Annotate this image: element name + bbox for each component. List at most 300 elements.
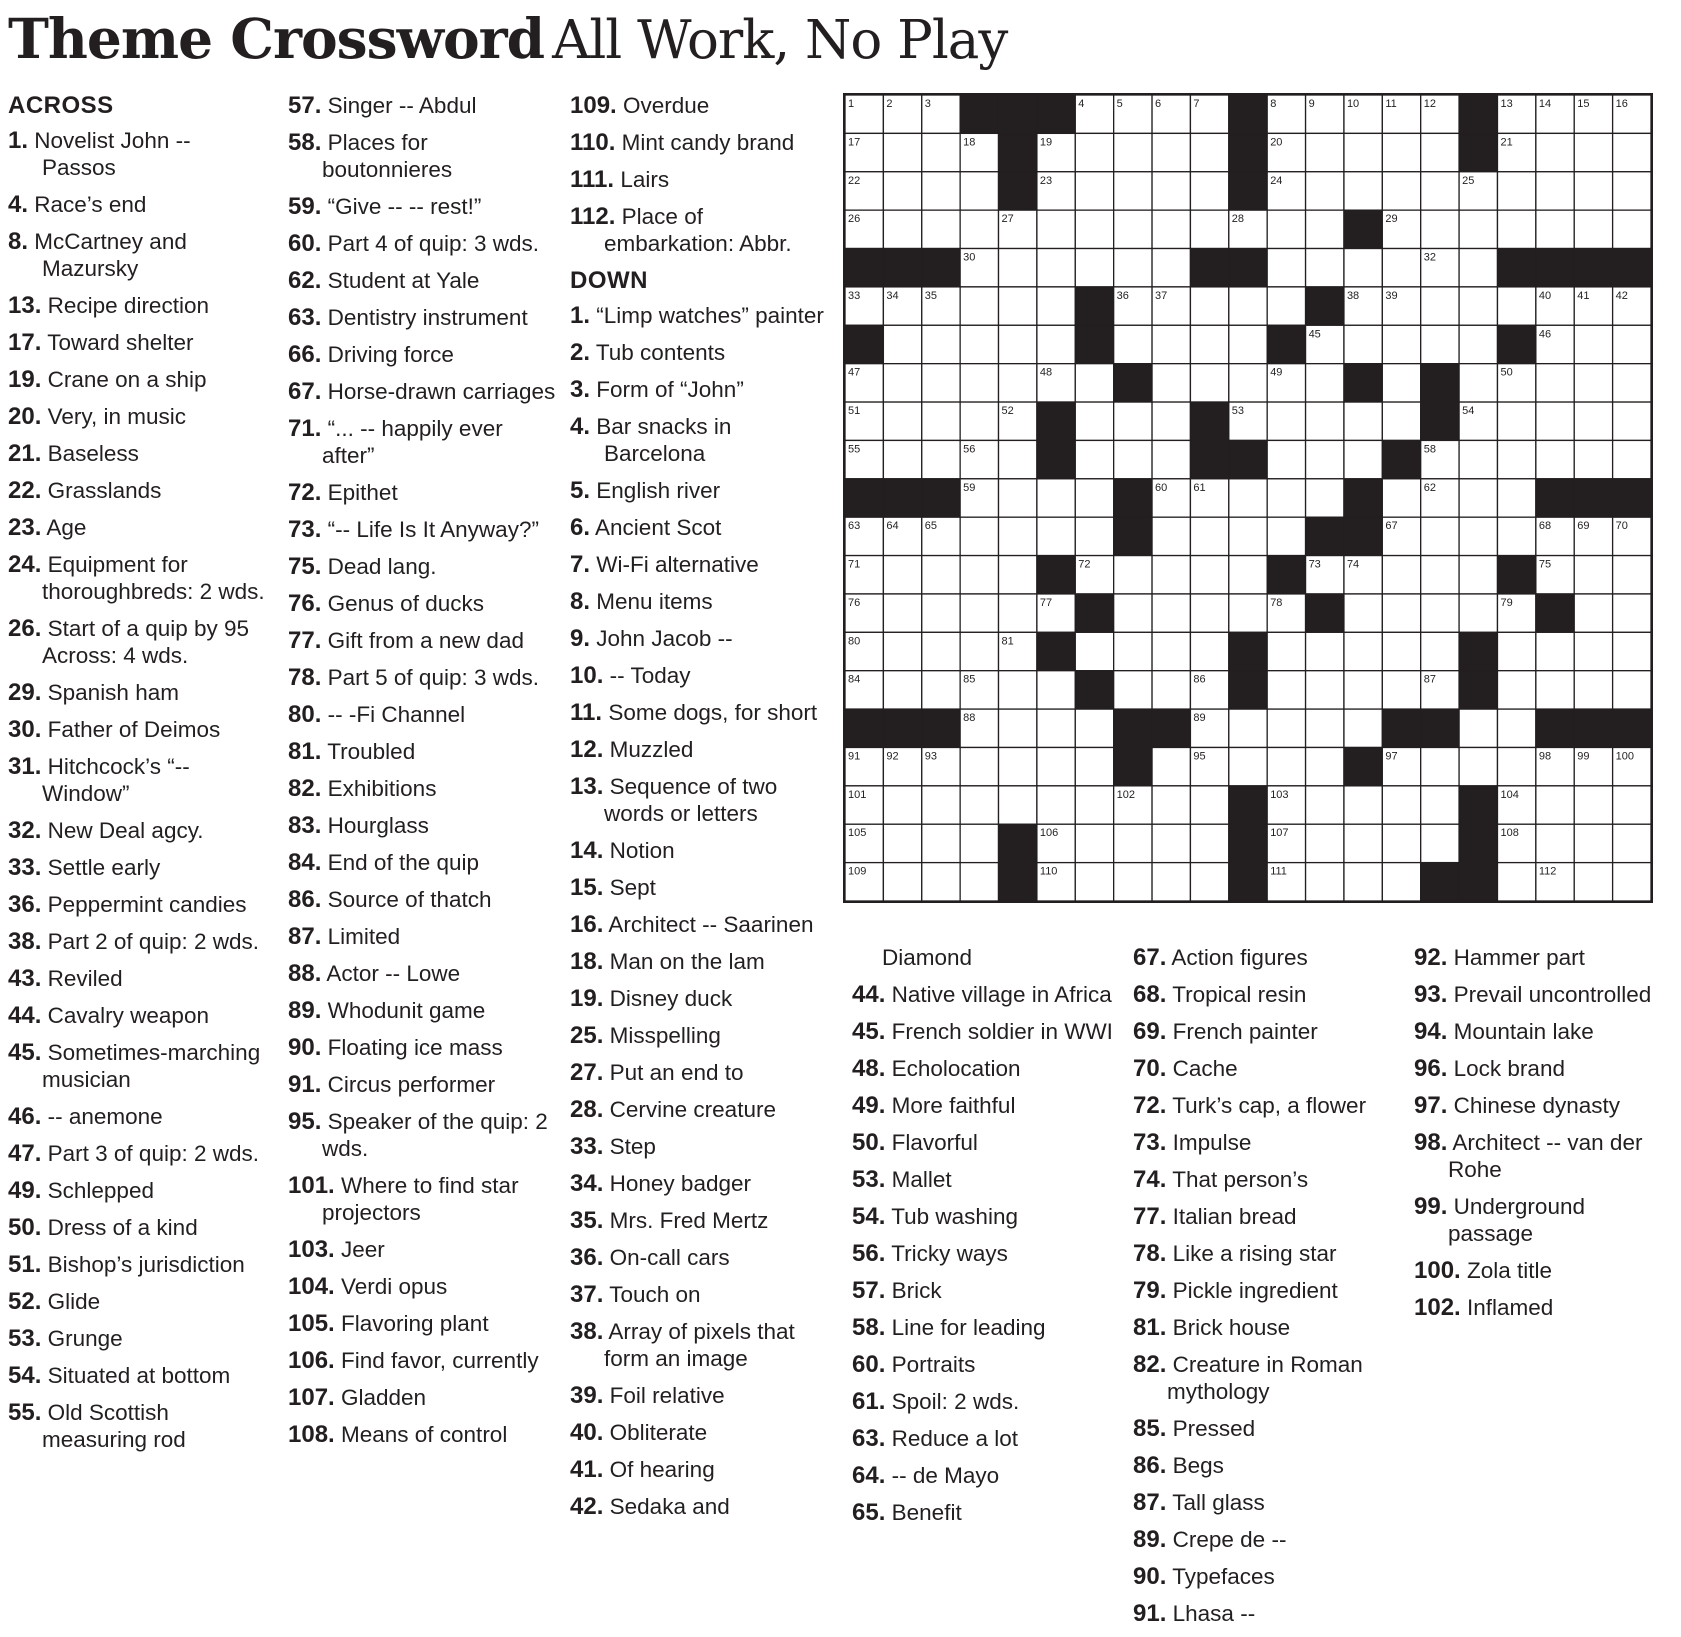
across-clue[interactable] [288,1273,558,1300]
grid-cell[interactable] [960,747,998,785]
grid-cell[interactable] [1037,671,1075,709]
across-clue[interactable] [8,440,270,467]
grid-cell[interactable] [1152,556,1190,594]
grid-cell[interactable] [960,863,998,901]
grid-cell[interactable] [1574,210,1612,248]
grid-cell[interactable] [1344,632,1382,670]
across-clue[interactable] [8,1325,270,1352]
across-clue[interactable] [8,1103,270,1130]
grid-cell[interactable] [1497,747,1535,785]
down-clue[interactable] [1133,981,1393,1008]
across-clue[interactable] [8,1002,270,1029]
across-clue[interactable] [8,514,270,541]
across-clue[interactable] [8,1214,270,1241]
grid-cell[interactable] [1306,824,1344,862]
down-clue[interactable] [1414,1193,1674,1247]
grid-cell[interactable] [883,133,921,171]
grid-cell[interactable] [1613,594,1651,632]
across-clue[interactable] [8,1251,270,1278]
down-clue[interactable] [1133,1277,1393,1304]
grid-cell[interactable] [999,440,1037,478]
grid-cell[interactable] [1497,517,1535,555]
grid-cell[interactable] [922,172,960,210]
across-clue[interactable] [288,701,558,728]
grid-cell[interactable] [999,786,1037,824]
grid-cell[interactable] [1536,402,1574,440]
grid-cell[interactable] [883,364,921,402]
across-clue[interactable] [288,267,558,294]
grid-cell[interactable] [1459,325,1497,363]
down-clue[interactable] [852,1166,1117,1193]
grid-cell[interactable] [1190,632,1228,670]
grid-cell[interactable] [1267,671,1305,709]
grid-cell[interactable] [1382,133,1420,171]
grid-cell[interactable] [1075,747,1113,785]
down-clue[interactable] [570,1133,830,1160]
grid-cell[interactable] [960,594,998,632]
across-clue[interactable] [288,775,558,802]
grid-cell[interactable] [1459,594,1497,632]
across-clue[interactable] [570,166,830,193]
down-clue[interactable] [570,736,830,763]
grid-cell[interactable] [1306,863,1344,901]
grid-cell[interactable] [1497,709,1535,747]
grid-cell[interactable] [1613,172,1651,210]
grid-cell[interactable] [1459,517,1497,555]
grid-cell[interactable] [1037,287,1075,325]
across-clue[interactable] [288,1071,558,1098]
across-clue[interactable] [288,1108,558,1162]
across-clue[interactable] [288,479,558,506]
grid-cell[interactable] [1229,479,1267,517]
across-clue[interactable] [288,812,558,839]
grid-cell[interactable] [1152,671,1190,709]
grid-cell[interactable] [1037,249,1075,287]
grid-cell[interactable] [1267,440,1305,478]
grid-cell[interactable] [1114,210,1152,248]
grid-cell[interactable] [1075,786,1113,824]
down-clue[interactable] [852,1129,1117,1156]
across-clue[interactable] [8,716,270,743]
grid-cell[interactable] [922,594,960,632]
grid-cell[interactable] [1574,863,1612,901]
across-clue[interactable] [288,378,558,405]
grid-cell[interactable] [922,632,960,670]
grid-cell[interactable] [1114,133,1152,171]
grid-cell[interactable] [1613,133,1651,171]
grid-cell[interactable] [1574,632,1612,670]
grid-cell[interactable] [1574,364,1612,402]
grid-cell[interactable] [1114,249,1152,287]
grid-cell[interactable] [1267,709,1305,747]
grid-cell[interactable] [1075,249,1113,287]
grid-cell[interactable] [1497,632,1535,670]
across-clue[interactable] [288,193,558,220]
grid-cell[interactable] [1421,632,1459,670]
grid-cell[interactable] [1344,402,1382,440]
grid-cell[interactable] [1037,210,1075,248]
grid-cell[interactable] [922,824,960,862]
down-clue[interactable] [1133,1351,1393,1405]
grid-cell[interactable] [883,556,921,594]
down-clue[interactable] [570,376,830,403]
down-clue[interactable] [1133,1489,1393,1516]
grid-cell[interactable] [1114,824,1152,862]
grid-cell[interactable] [960,287,998,325]
down-clue[interactable] [570,874,830,901]
grid-cell[interactable] [1613,671,1651,709]
down-clue[interactable] [1133,1018,1393,1045]
across-clue[interactable] [288,886,558,913]
grid-cell[interactable] [1536,133,1574,171]
grid-cell[interactable] [1075,402,1113,440]
grid-cell[interactable] [1190,556,1228,594]
grid-cell[interactable] [1574,402,1612,440]
grid-cell[interactable] [922,364,960,402]
grid-cell[interactable] [1344,863,1382,901]
grid-cell[interactable] [1421,172,1459,210]
down-clue[interactable] [852,1499,1117,1526]
across-clue[interactable] [8,329,270,356]
grid-cell[interactable] [960,786,998,824]
grid-cell[interactable] [1382,479,1420,517]
crossword-grid[interactable] [843,93,1653,903]
grid-cell[interactable] [999,556,1037,594]
grid-cell[interactable] [1421,747,1459,785]
down-clue[interactable] [570,911,830,938]
across-clue[interactable] [288,590,558,617]
grid-cell[interactable] [883,632,921,670]
down-clue[interactable] [570,1244,830,1271]
across-clue[interactable] [8,191,270,218]
grid-cell[interactable] [1267,517,1305,555]
grid-cell[interactable] [1536,632,1574,670]
grid-cell[interactable] [999,709,1037,747]
grid-cell[interactable] [1536,786,1574,824]
down-clue[interactable] [570,302,830,329]
grid-cell[interactable] [1229,747,1267,785]
grid-cell[interactable] [1536,210,1574,248]
grid-cell[interactable] [1075,863,1113,901]
grid-cell[interactable] [1267,249,1305,287]
down-clue[interactable] [852,1203,1117,1230]
down-clue[interactable] [570,514,830,541]
grid-cell[interactable] [922,325,960,363]
grid-cell[interactable] [1190,786,1228,824]
down-clue[interactable] [570,948,830,975]
grid-cell[interactable] [1344,172,1382,210]
grid-cell[interactable] [1152,747,1190,785]
grid-cell[interactable] [922,786,960,824]
grid-cell[interactable] [922,402,960,440]
grid-cell[interactable] [1344,709,1382,747]
across-clue[interactable] [288,1347,558,1374]
grid-cell[interactable] [1075,133,1113,171]
grid-cell[interactable] [922,671,960,709]
grid-cell[interactable] [1574,786,1612,824]
down-clue[interactable] [570,985,830,1012]
across-clue[interactable] [8,366,270,393]
grid-cell[interactable] [1497,172,1535,210]
across-clue[interactable] [288,664,558,691]
across-clue[interactable] [288,1172,558,1226]
grid-cell[interactable] [1382,824,1420,862]
across-clue[interactable] [288,849,558,876]
grid-cell[interactable] [883,210,921,248]
grid-cell[interactable] [1421,786,1459,824]
across-clue[interactable] [288,92,558,119]
grid-cell[interactable] [1536,440,1574,478]
across-clue[interactable] [8,1039,270,1093]
across-clue[interactable] [8,228,270,282]
down-clue[interactable] [1133,1055,1393,1082]
grid-cell[interactable] [1613,556,1651,594]
grid-cell[interactable] [1459,249,1497,287]
grid-cell[interactable] [1574,172,1612,210]
across-clue[interactable] [8,753,270,807]
grid-cell[interactable] [1421,594,1459,632]
grid-cell[interactable] [1613,632,1651,670]
grid-cell[interactable] [1075,517,1113,555]
grid-cell[interactable] [1382,632,1420,670]
grid-cell[interactable] [922,863,960,901]
grid-cell[interactable] [1421,133,1459,171]
down-clue[interactable] [1133,1314,1393,1341]
grid-cell[interactable] [1306,402,1344,440]
grid-cell[interactable] [1382,556,1420,594]
grid-cell[interactable] [1344,133,1382,171]
down-clue[interactable] [570,1281,830,1308]
across-clue[interactable] [8,1140,270,1167]
across-clue[interactable] [8,854,270,881]
across-clue[interactable] [288,1310,558,1337]
grid-cell[interactable] [1037,325,1075,363]
grid-cell[interactable] [1267,747,1305,785]
down-clue[interactable] [1133,1526,1393,1553]
down-clue[interactable] [1133,1240,1393,1267]
grid-cell[interactable] [1037,786,1075,824]
grid-cell[interactable] [999,517,1037,555]
grid-cell[interactable] [1152,325,1190,363]
grid-cell[interactable] [1306,479,1344,517]
down-clue[interactable] [852,981,1117,1008]
grid-cell[interactable] [1114,440,1152,478]
down-clue[interactable] [570,837,830,864]
grid-cell[interactable] [1267,479,1305,517]
grid-cell[interactable] [922,556,960,594]
across-clue[interactable] [288,516,558,543]
grid-cell[interactable] [1421,287,1459,325]
clue-continuation[interactable] [852,944,1117,971]
grid-cell[interactable] [1075,824,1113,862]
grid-cell[interactable] [1536,824,1574,862]
grid-cell[interactable] [1190,824,1228,862]
grid-cell[interactable] [1459,479,1497,517]
grid-cell[interactable] [1229,325,1267,363]
grid-cell[interactable] [1152,210,1190,248]
crossword-grid-svg[interactable] [845,95,1651,901]
grid-cell[interactable] [883,824,921,862]
down-clue[interactable] [1414,1129,1674,1183]
grid-cell[interactable] [1613,440,1651,478]
across-clue[interactable] [8,679,270,706]
across-clue[interactable] [8,1288,270,1315]
down-clue[interactable] [1414,1092,1674,1119]
down-clue[interactable] [852,1277,1117,1304]
across-clue[interactable] [288,129,558,183]
grid-cell[interactable] [1421,824,1459,862]
grid-cell[interactable] [999,671,1037,709]
across-clue[interactable] [8,1177,270,1204]
grid-cell[interactable] [1075,210,1113,248]
across-clue[interactable] [288,997,558,1024]
across-clue[interactable] [8,1362,270,1389]
grid-cell[interactable] [1190,172,1228,210]
grid-cell[interactable] [960,402,998,440]
grid-cell[interactable] [1459,364,1497,402]
down-clue[interactable] [1133,1563,1393,1590]
across-clue[interactable] [8,403,270,430]
grid-cell[interactable] [1306,364,1344,402]
grid-cell[interactable] [1421,210,1459,248]
grid-cell[interactable] [1306,210,1344,248]
grid-cell[interactable] [1152,594,1190,632]
grid-cell[interactable] [999,364,1037,402]
grid-cell[interactable] [1190,517,1228,555]
down-clue[interactable] [570,1493,830,1520]
grid-cell[interactable] [922,133,960,171]
grid-cell[interactable] [1306,709,1344,747]
grid-cell[interactable] [1075,364,1113,402]
grid-cell[interactable] [1190,364,1228,402]
across-clue[interactable] [288,341,558,368]
grid-cell[interactable] [883,786,921,824]
grid-cell[interactable] [1382,325,1420,363]
grid-cell[interactable] [1114,172,1152,210]
grid-cell[interactable] [1114,325,1152,363]
across-clue[interactable] [8,292,270,319]
grid-cell[interactable] [1497,479,1535,517]
across-clue[interactable] [8,817,270,844]
down-clue[interactable] [570,1096,830,1123]
grid-cell[interactable] [1229,709,1267,747]
grid-cell[interactable] [1114,594,1152,632]
down-clue[interactable] [852,1314,1117,1341]
down-clue[interactable] [570,1318,830,1372]
down-clue[interactable] [570,588,830,615]
grid-cell[interactable] [1344,440,1382,478]
grid-cell[interactable] [1497,440,1535,478]
down-clue[interactable] [1414,1018,1674,1045]
grid-cell[interactable] [960,364,998,402]
across-clue[interactable] [288,304,558,331]
grid-cell[interactable] [1114,863,1152,901]
down-clue[interactable] [1414,1257,1674,1284]
grid-cell[interactable] [999,594,1037,632]
grid-cell[interactable] [1459,287,1497,325]
grid-cell[interactable] [960,172,998,210]
grid-cell[interactable] [1152,632,1190,670]
grid-cell[interactable] [1306,133,1344,171]
grid-cell[interactable] [1459,210,1497,248]
grid-cell[interactable] [1613,364,1651,402]
down-clue[interactable] [570,1059,830,1086]
grid-cell[interactable] [1536,671,1574,709]
grid-cell[interactable] [1497,863,1535,901]
grid-cell[interactable] [1075,440,1113,478]
grid-cell[interactable] [1152,249,1190,287]
grid-cell[interactable] [1459,709,1497,747]
grid-cell[interactable] [1344,325,1382,363]
grid-cell[interactable] [1152,133,1190,171]
down-clue[interactable] [1133,1415,1393,1442]
grid-cell[interactable] [1190,594,1228,632]
grid-cell[interactable] [1344,786,1382,824]
down-clue[interactable] [570,1170,830,1197]
grid-cell[interactable] [1306,747,1344,785]
down-clue[interactable] [852,1425,1117,1452]
down-clue[interactable] [570,1382,830,1409]
grid-cell[interactable] [1075,709,1113,747]
grid-cell[interactable] [1613,863,1651,901]
grid-cell[interactable] [1075,632,1113,670]
grid-cell[interactable] [1574,824,1612,862]
grid-cell[interactable] [1497,210,1535,248]
across-clue[interactable] [570,92,830,119]
grid-cell[interactable] [1382,402,1420,440]
grid-cell[interactable] [1613,325,1651,363]
grid-cell[interactable] [922,210,960,248]
grid-cell[interactable] [960,556,998,594]
grid-cell[interactable] [883,325,921,363]
grid-cell[interactable] [883,402,921,440]
down-clue[interactable] [1133,944,1393,971]
across-clue[interactable] [288,738,558,765]
down-clue[interactable] [570,699,830,726]
grid-cell[interactable] [1306,632,1344,670]
grid-cell[interactable] [1382,364,1420,402]
grid-cell[interactable] [1152,172,1190,210]
across-clue[interactable] [288,1034,558,1061]
grid-cell[interactable] [1114,632,1152,670]
across-clue[interactable] [8,928,270,955]
grid-cell[interactable] [1190,325,1228,363]
across-clue[interactable] [8,891,270,918]
grid-cell[interactable] [999,287,1037,325]
across-clue[interactable] [288,627,558,654]
down-clue[interactable] [852,1092,1117,1119]
grid-cell[interactable] [1152,786,1190,824]
grid-cell[interactable] [1459,556,1497,594]
down-clue[interactable] [1414,981,1674,1008]
across-clue[interactable] [8,1399,270,1453]
across-clue[interactable] [8,477,270,504]
grid-cell[interactable] [999,249,1037,287]
down-clue[interactable] [1133,1452,1393,1479]
down-clue[interactable] [1133,1203,1393,1230]
grid-cell[interactable] [1613,824,1651,862]
across-clue[interactable] [288,1236,558,1263]
grid-cell[interactable] [883,594,921,632]
across-clue[interactable] [288,960,558,987]
grid-cell[interactable] [883,440,921,478]
grid-cell[interactable] [1114,402,1152,440]
grid-cell[interactable] [1344,249,1382,287]
across-clue[interactable] [288,1421,558,1448]
grid-cell[interactable] [1152,402,1190,440]
grid-cell[interactable] [1152,440,1190,478]
grid-cell[interactable] [883,671,921,709]
